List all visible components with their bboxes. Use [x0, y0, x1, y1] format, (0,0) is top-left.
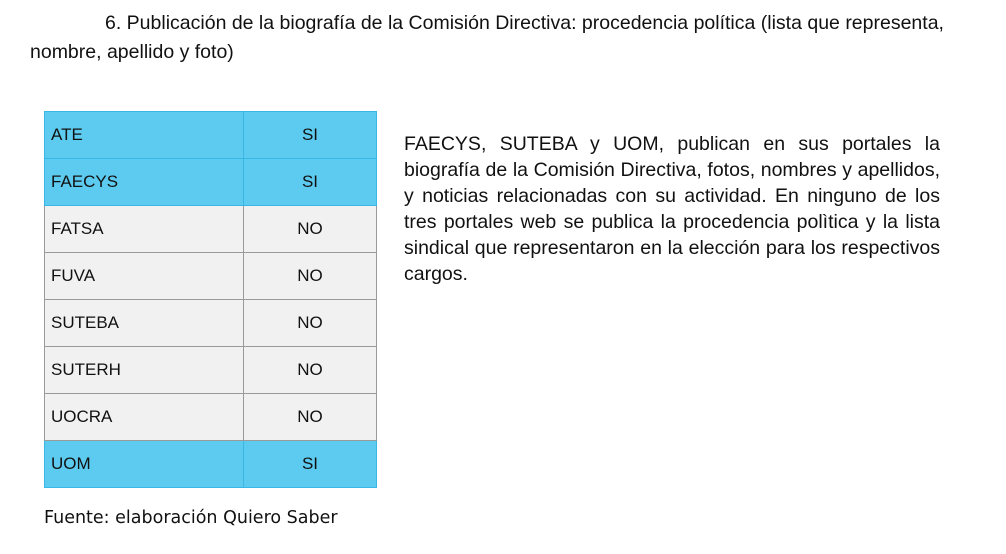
publication-status-cell: SI	[244, 441, 377, 488]
analysis-paragraph: FAECYS, SUTEBA y UOM, publican en sus portales la biografía de la Comisión Directiva, fotos, nombres y apellidos, y noticias relacionadas con su actividad. En ninguno de los tres portales web se publica la procedencia polìtica y la lista sindical que representaron en la elección para los respectivos cargos.	[404, 133, 940, 285]
publication-status-cell: SI	[244, 159, 377, 206]
table-row	[45, 206, 377, 253]
table-row	[45, 300, 377, 347]
table-row	[45, 347, 377, 394]
table-row	[45, 159, 377, 206]
section-heading: 6. Publicación de la biografía de la Comisión Directiva: procedencia política (lista que representa, nombre, apellido y foto)	[30, 12, 944, 63]
union-name-cell: UOCRA	[45, 394, 244, 441]
union-name-cell: FAECYS	[45, 159, 244, 206]
publication-status-cell: NO	[244, 206, 377, 253]
union-name-cell: ATE	[45, 112, 244, 159]
publication-status-cell: NO	[244, 347, 377, 394]
union-name-cell: FATSA	[45, 206, 244, 253]
union-name-cell: UOM	[45, 441, 244, 488]
table-row	[45, 394, 377, 441]
publication-status-cell: NO	[244, 253, 377, 300]
table-container	[44, 111, 377, 488]
table-row	[45, 441, 377, 488]
table-body	[45, 112, 377, 488]
table-row	[45, 112, 377, 159]
source-note: Fuente: elaboración Quiero Saber	[44, 508, 338, 528]
publication-status-cell: NO	[244, 394, 377, 441]
publication-status-cell: NO	[244, 300, 377, 347]
publication-status-cell: SI	[244, 112, 377, 159]
union-name-cell: SUTERH	[45, 347, 244, 394]
union-table	[44, 111, 377, 488]
union-name-cell: FUVA	[45, 253, 244, 300]
table-row	[45, 253, 377, 300]
union-name-cell: SUTEBA	[45, 300, 244, 347]
